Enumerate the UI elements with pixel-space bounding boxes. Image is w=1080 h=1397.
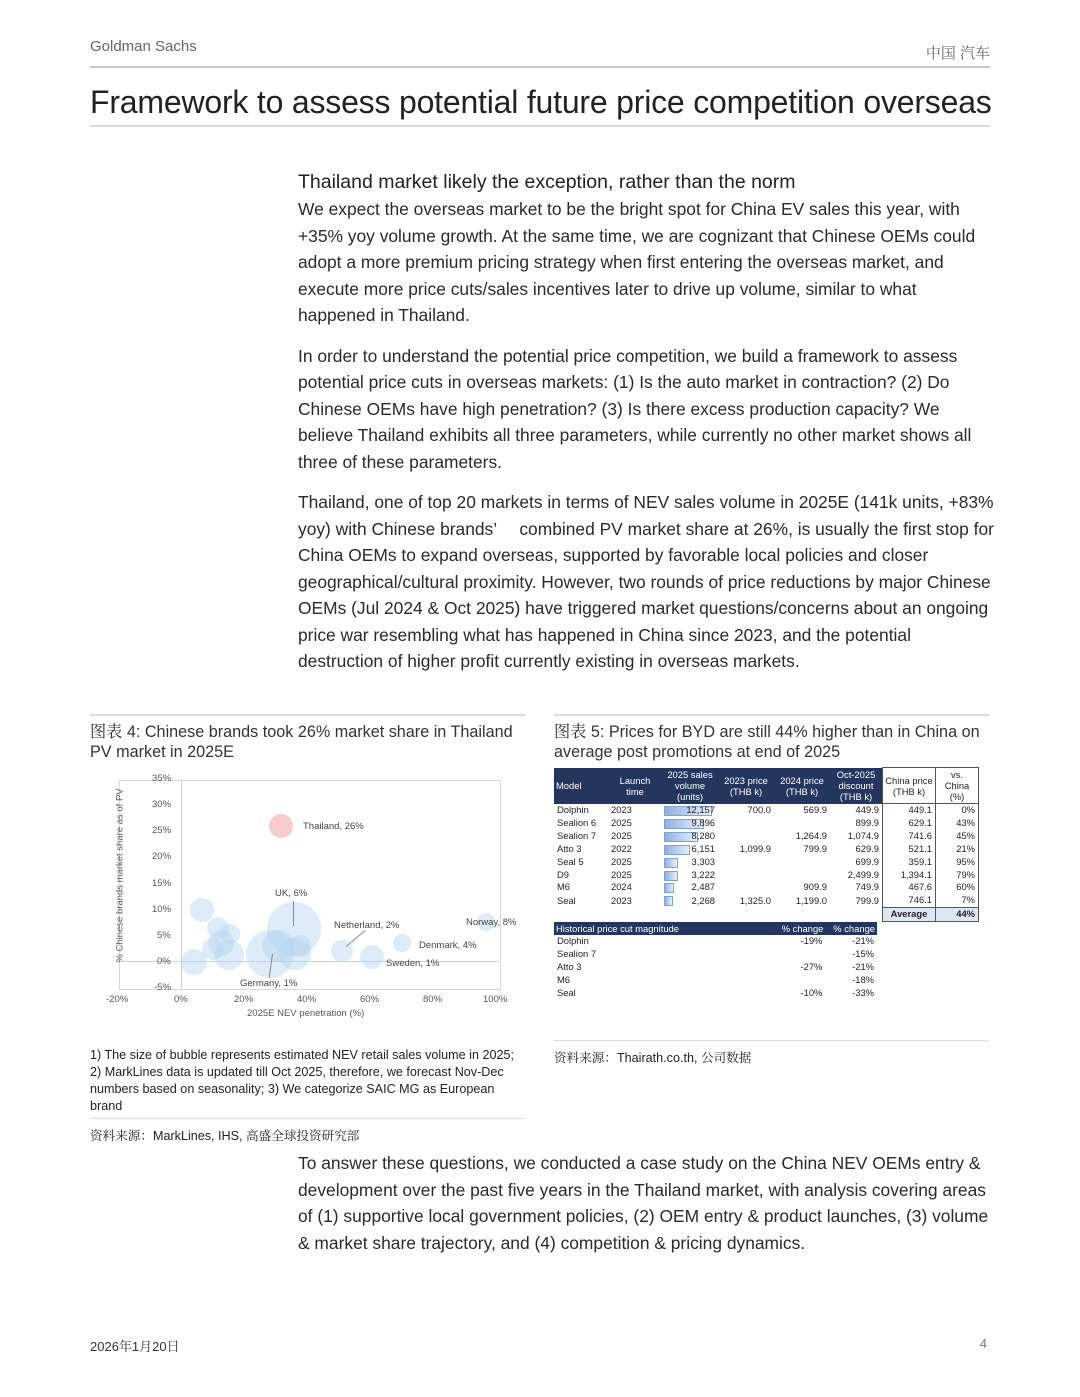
section-label: 中国 汽车	[925, 45, 990, 62]
figure5-top-rule	[554, 714, 989, 716]
cell-launch: 2025	[611, 816, 632, 828]
cell-model: Atto 3	[557, 842, 582, 854]
cell-oct2025: 799.9	[855, 894, 879, 906]
cell-oct2025: 629.9	[855, 842, 879, 854]
cell-model: Seal	[557, 986, 576, 998]
cell-change1	[772, 974, 826, 987]
cell-2023	[718, 830, 774, 843]
cell-change2: -21%	[852, 935, 874, 947]
y-tick: 15%	[152, 878, 172, 889]
section-subhead: Thailand market likely the exception, rather than the norm	[298, 171, 796, 193]
y-tick: 35%	[152, 773, 172, 784]
page-title: Framework to assess potential future price competition overseas	[90, 84, 992, 120]
cell-oct2025: 2,499.9	[847, 868, 879, 880]
cell-sales: 2,268	[662, 894, 718, 907]
cell-model: Sealion 6	[557, 816, 597, 828]
cell-change1	[772, 948, 826, 961]
x-tick: 0%	[174, 994, 188, 1005]
cell-vs: 7%	[936, 894, 979, 907]
cell-change2: -18%	[852, 973, 874, 985]
bubble-denmark	[393, 934, 411, 952]
paragraph-2: In order to understand the potential price competition, we build a framework to assess potential price cuts in overseas markets: (1) Is the auto market in contraction? (2) Do Chinese OEMs have high penetration? (3) Is there excess production capacity? We believe Thailand exhibits all three parameters, while currently no other market shows all three of these parameters.	[298, 345, 972, 472]
cell-oct2025: 699.9	[855, 855, 879, 867]
x-axis-title: 2025E NEV penetration (%)	[247, 1008, 365, 1019]
cell-model: D9	[557, 868, 569, 880]
table-row	[554, 894, 979, 907]
cell-sales: 8,280	[662, 830, 718, 843]
cell-model: Dolphin	[557, 803, 589, 815]
paragraph-3: Thailand, one of top 20 markets in terms of NEV sales volume in 2025E (141k units, +83% yoy) with Chinese brands’ combined PV market share at 26%, is usually the first stop for China OEMs to expand overseas, supported by favorable local policies and closer geographical/cultural proximity. However, two rounds of price reductions by major Chinese OEMs (Jul 2024 & Oct 2025) have triggered market questions/concerns about an ongoing price war resembling what has happened in China since 2023, and the potential destruction of higher profit currently existing in overseas markets.	[298, 492, 999, 671]
table-row	[554, 817, 979, 830]
cell-model: Atto 3	[557, 960, 582, 972]
col-2023-price: 2023 price (THB k)	[718, 768, 774, 804]
cell-sales: 3,303	[662, 856, 718, 869]
table-row	[554, 856, 979, 869]
y-tick: 25%	[152, 825, 172, 836]
table-row	[554, 935, 877, 948]
cell-sales: 12,157	[662, 804, 718, 817]
page-number: 4	[979, 1336, 987, 1351]
cell-china: 629.1	[883, 817, 936, 830]
paragraph-4: To answer these questions, we conducted a case study on the China NEV OEMs entry & development over the past five years in the Thailand market, with analysis covering areas of (1) supportive local government policies, (2) OEM entry & product launches, (3) volume & market share trajectory, and (4) competition & pricing dynamics.	[298, 1153, 989, 1253]
cell-vs: 60%	[936, 881, 979, 894]
cell-sales: 2,487	[662, 881, 718, 894]
col-oct2025-discount: Oct-2025 discount (THB k)	[830, 768, 883, 804]
cell-2024: 799.9	[803, 842, 827, 854]
body-text-upper	[298, 168, 998, 689]
y-axis-title: % Chinese brands market share as of PV	[114, 788, 126, 963]
figure4-title: 图表 4: Chinese brands took 26% market share in Thailand PV market in 2025E	[90, 723, 513, 761]
cell-model: M6	[557, 973, 571, 985]
historical-price-cut-table	[554, 922, 877, 1000]
y-tick: 20%	[152, 851, 172, 862]
label-uk: UK, 6%	[275, 888, 308, 899]
cell-launch: 2025	[611, 868, 632, 880]
x-tick: 100%	[483, 994, 508, 1005]
cell-change2: -15%	[852, 948, 874, 960]
cell-china: 1,394.1	[883, 869, 936, 882]
average-row	[554, 908, 979, 922]
cell-model: Sealion 7	[557, 948, 597, 960]
table-row	[554, 830, 979, 843]
bubble-thailand	[269, 814, 293, 838]
cell-vs: 43%	[936, 817, 979, 830]
cell-china: 359.1	[883, 856, 936, 869]
cell-vs: 45%	[936, 830, 979, 843]
cell-oct2025: 1,074.9	[847, 829, 879, 841]
bubble-sweden	[360, 945, 384, 969]
hist-col2: % change	[825, 922, 877, 935]
x-tick: 60%	[360, 994, 380, 1005]
col-china-price: China price (THB k)	[883, 768, 936, 804]
col-model: Model	[554, 768, 608, 804]
cell-2023	[718, 856, 774, 869]
cell-2024	[774, 856, 830, 869]
cell-vs: 79%	[936, 869, 979, 882]
figure4-notes: 1) The size of bubble represents estimated NEV retail sales volume in 2025; 2) MarkLines data is updated till Oct 2025, therefore, we forecast Nov-Dec numbers based on seasonality; 3) We categorize SAIC MG as European brand	[90, 1048, 514, 1113]
cell-model: Seal 5	[557, 855, 584, 867]
title-divider	[90, 125, 990, 127]
label-sweden: Sweden, 1%	[386, 958, 440, 969]
hist-header: Historical price cut magnitude	[554, 922, 772, 935]
figure4-source: 资料来源：MarkLines, IHS, 高盛全球投资研究部	[90, 1129, 360, 1143]
table-row	[554, 881, 979, 894]
col-launch: Launch time	[608, 768, 662, 804]
cell-sales: 3,222	[662, 869, 718, 882]
bubble-chart	[90, 770, 526, 1025]
cell-china: 746.1	[883, 894, 936, 907]
cell-oct2025: 449.9	[855, 803, 879, 815]
average-value: 44%	[936, 908, 979, 922]
cell-vs: 95%	[936, 856, 979, 869]
table-row	[554, 948, 877, 961]
cell-2024: 569.9	[803, 803, 827, 815]
label-denmark: Denmark, 4%	[419, 940, 477, 951]
cell-launch: 2025	[611, 829, 632, 841]
x-tick: 20%	[234, 994, 254, 1005]
cell-china: 741.6	[883, 830, 936, 843]
x-tick: 40%	[297, 994, 317, 1005]
cell-launch: 2025	[611, 855, 632, 867]
cell-change2: -33%	[852, 986, 874, 998]
cell-sales: 6,151	[662, 843, 718, 856]
cell-launch: 2024	[611, 881, 632, 893]
price-table-main	[554, 767, 979, 922]
cell-2023: 700.0	[747, 803, 771, 815]
label-germany: Germany, 1%	[240, 978, 298, 989]
header-divider	[90, 66, 990, 68]
figure5-notes-rule	[554, 1040, 989, 1041]
cell-vs: 0%	[936, 804, 979, 817]
brand-name: Goldman Sachs	[90, 38, 197, 55]
cell-model: Sealion 7	[557, 829, 597, 841]
cell-2024: 1,264.9	[795, 829, 827, 841]
cell-oct2025: 749.9	[855, 881, 879, 893]
cell-2024	[774, 869, 830, 882]
bubble	[214, 940, 244, 970]
cell-2023: 1,099.9	[739, 842, 771, 854]
cell-change1: -10%	[800, 986, 823, 998]
table-row	[554, 961, 877, 974]
y-tick: -5%	[154, 982, 171, 993]
average-label: Average	[883, 908, 936, 922]
body-text-lower	[298, 1150, 998, 1270]
price-table	[554, 767, 988, 1000]
y-tick: 5%	[157, 930, 171, 941]
cell-2023	[718, 817, 774, 830]
cell-2023	[718, 869, 774, 882]
cell-change1: -19%	[800, 935, 823, 947]
cell-model: Dolphin	[557, 935, 589, 947]
table-row	[554, 843, 979, 856]
x-tick: -20%	[106, 994, 129, 1005]
cell-2024	[774, 817, 830, 830]
table-row	[554, 987, 877, 1000]
cell-model: Seal	[557, 894, 576, 906]
cell-vs: 21%	[936, 843, 979, 856]
figure4-top-rule	[90, 714, 525, 716]
label-norway: Norway, 8%	[466, 917, 517, 928]
y-tick: 0%	[157, 956, 171, 967]
cell-2024: 1,199.0	[795, 894, 827, 906]
y-tick: 30%	[152, 799, 172, 810]
report-date: 2026年1月20日	[90, 1339, 180, 1354]
col-sales: 2025 sales volume (units)	[662, 768, 718, 804]
x-tick: 80%	[423, 994, 443, 1005]
figure5-title: 图表 5: Prices for BYD are still 44% higher than in China on average post promotions at end of 2025	[554, 723, 980, 761]
paragraph-1: We expect the overseas market to be the bright spot for China EV sales this year, with +35% yoy volume growth. At the same time, we are cognizant that Chinese OEMs could adopt a more premium pricing strategy when first entering the overseas market, and execute more price cuts/sales incentives later to drive up volume, similar to what happened in Thailand.	[298, 199, 976, 325]
hist-col1: % change	[772, 922, 826, 935]
cell-model: M6	[557, 881, 571, 893]
cell-china: 521.1	[883, 843, 936, 856]
y-tick: 10%	[152, 904, 172, 915]
leader-uk	[293, 901, 294, 926]
col-2024-price: 2024 price (THB k)	[774, 768, 830, 804]
cell-launch: 2022	[611, 842, 632, 854]
cell-china: 449.1	[883, 804, 936, 817]
cell-change2: -21%	[852, 960, 874, 972]
label-netherland: Netherland, 2%	[334, 920, 400, 931]
cell-china: 467.6	[883, 881, 936, 894]
cell-change1: -27%	[800, 960, 823, 972]
figure5-source: 资料来源：Thairath.co.th, 公司数据	[554, 1051, 752, 1065]
cell-launch: 2023	[611, 894, 632, 906]
cell-2023	[718, 881, 774, 894]
cell-oct2025: 899.9	[855, 816, 879, 828]
label-thailand: Thailand, 26%	[303, 821, 364, 832]
figure4-notes-rule	[90, 1118, 525, 1119]
cell-2023: 1,325.0	[739, 894, 771, 906]
table-row	[554, 869, 979, 882]
col-vs-china: vs. China (%)	[936, 768, 979, 804]
cell-sales: 9,896	[662, 817, 718, 830]
table-row	[554, 974, 877, 987]
cell-launch: 2023	[611, 803, 632, 815]
table-row	[554, 804, 979, 817]
cell-2024: 909.9	[803, 881, 827, 893]
